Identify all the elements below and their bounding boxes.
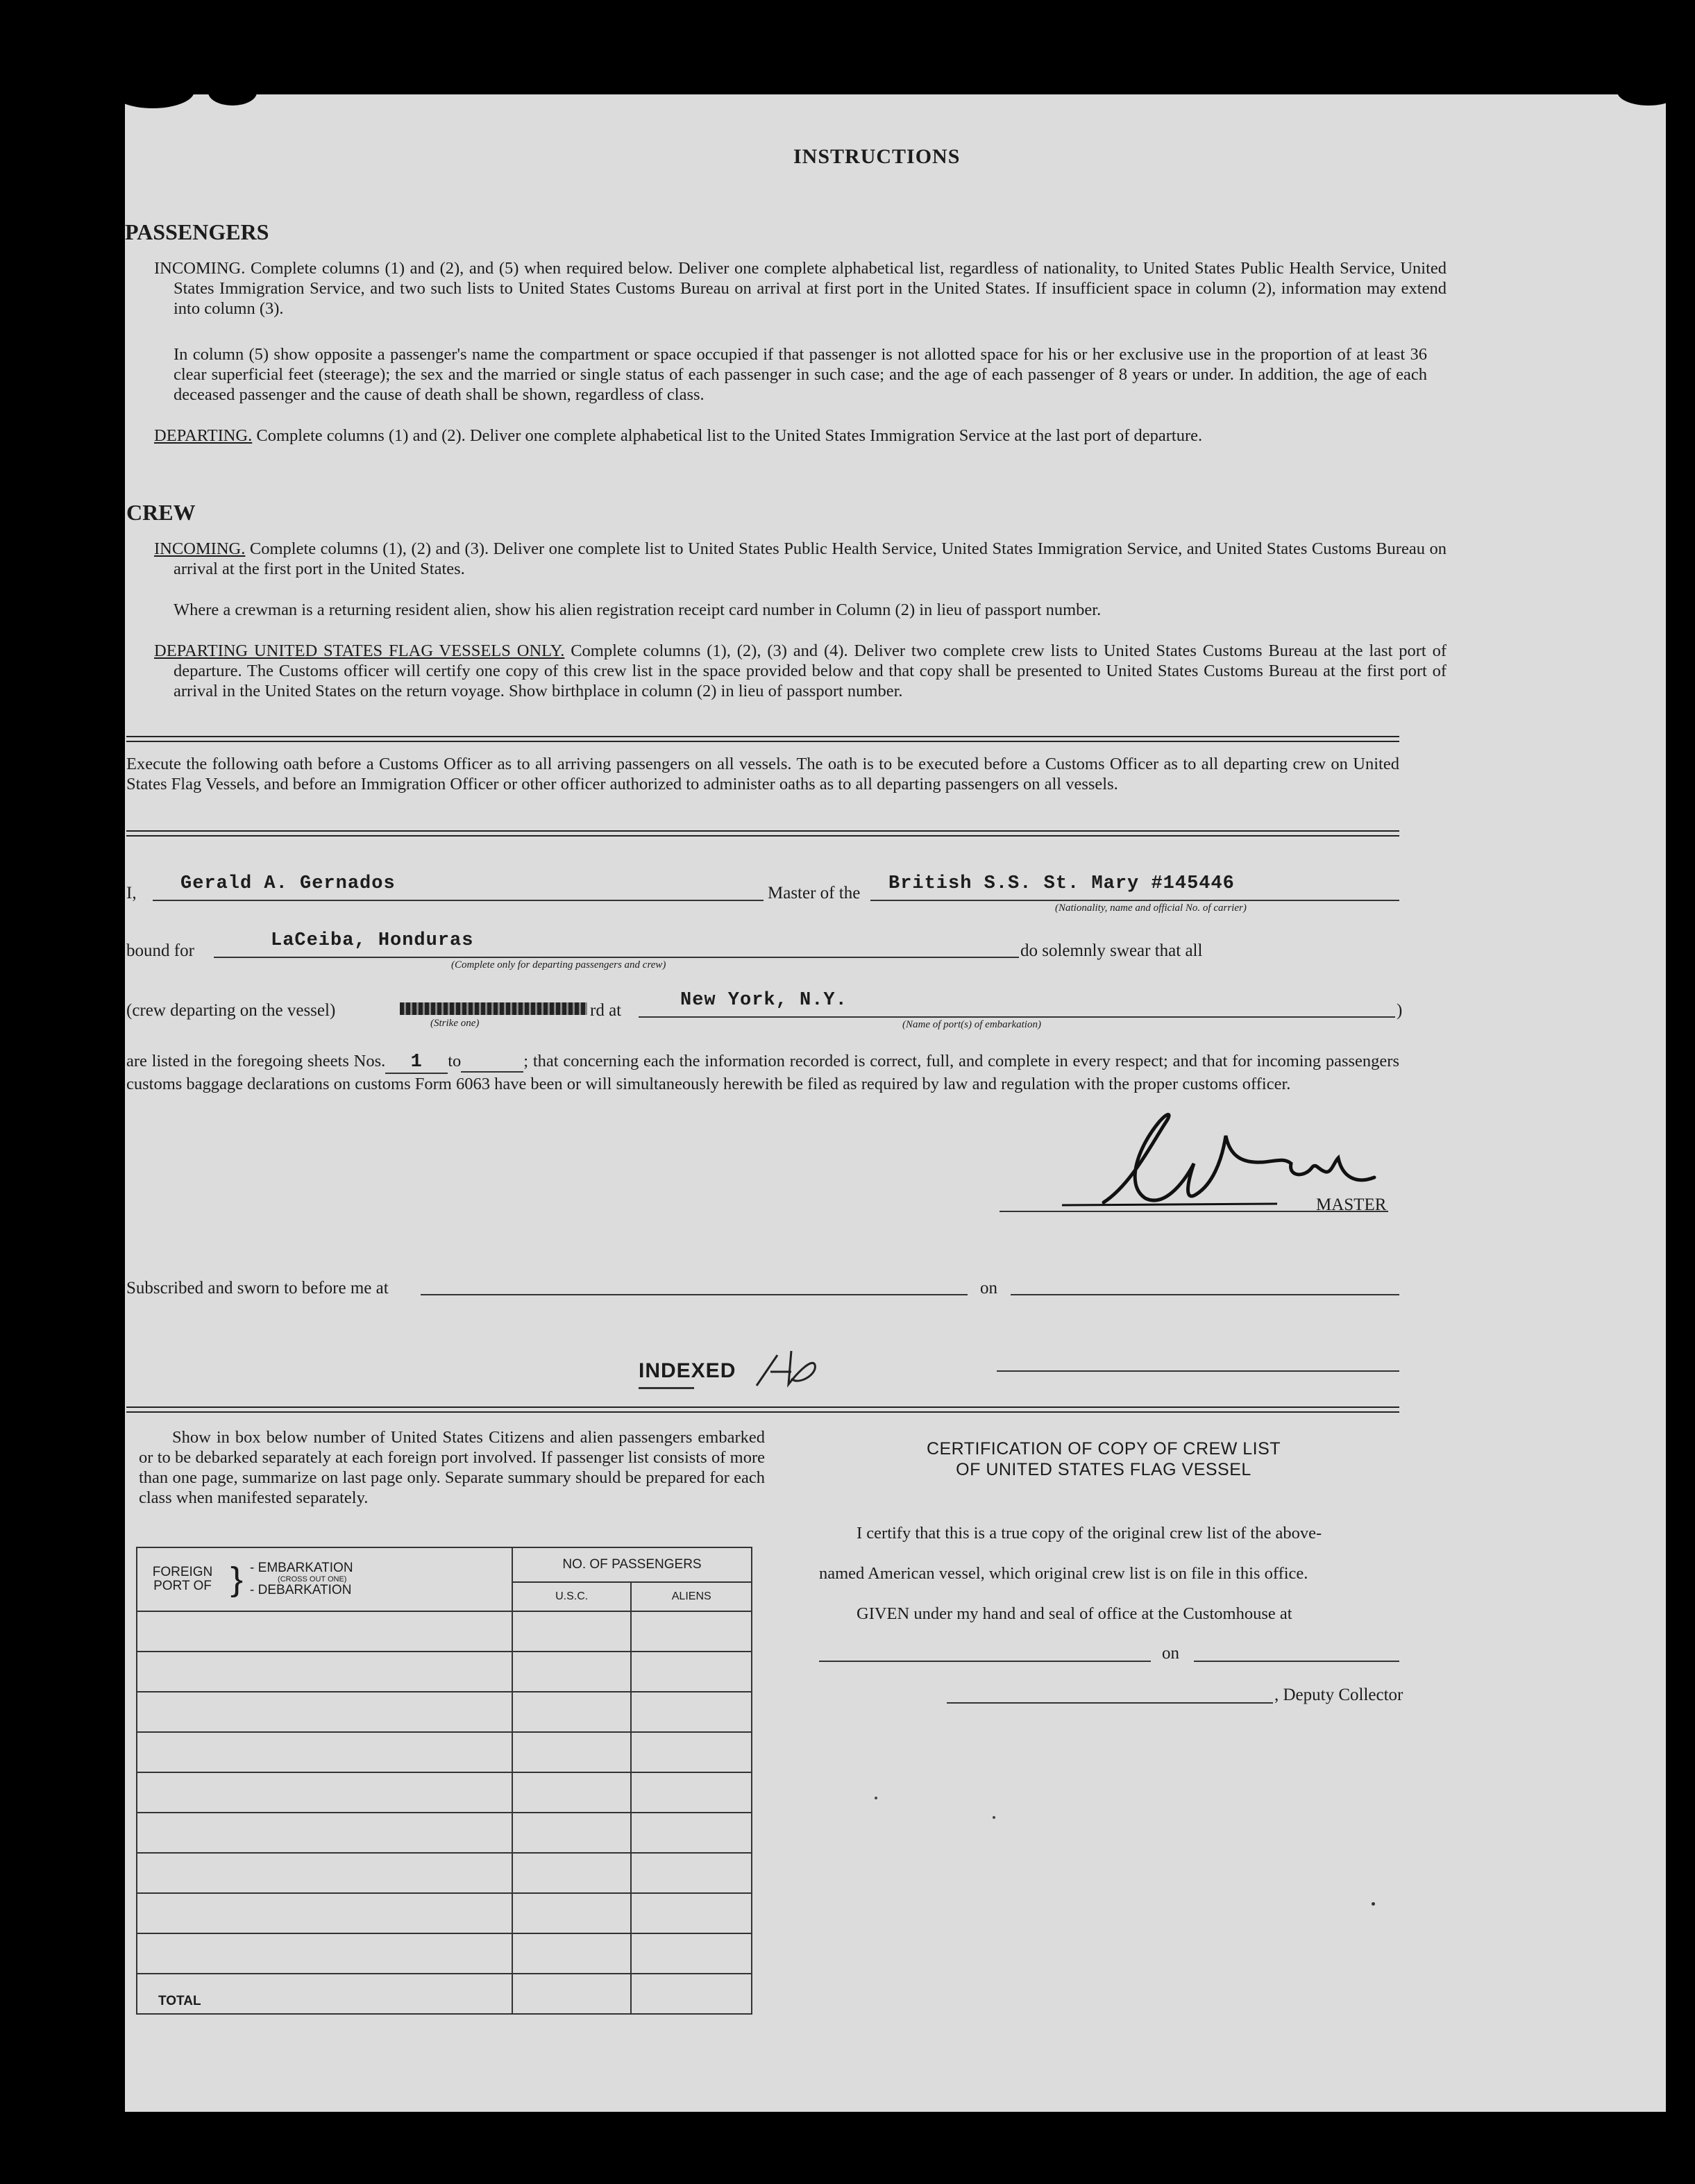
- speck: [993, 1816, 995, 1819]
- indexed-stamp: INDEXED: [639, 1359, 736, 1382]
- usc-cell[interactable]: [512, 1772, 632, 1813]
- document-page: [125, 94, 1666, 2112]
- usc-cell[interactable]: [512, 1933, 632, 1974]
- certify-text-1: I certify that this is a true copy of the original crew list of the above-: [857, 1524, 1322, 1543]
- crew-incoming-label: INCOMING.: [154, 539, 246, 558]
- certification-date-line: [1194, 1661, 1399, 1662]
- foreign-port-label: FOREIGN PORT OF: [152, 1565, 213, 1593]
- no-passengers-header: NO. OF PASSENGERS: [512, 1547, 752, 1582]
- speck: [1372, 1902, 1375, 1906]
- aliens-cell[interactable]: [631, 1732, 752, 1772]
- master-name-line: [153, 900, 764, 901]
- passengers-incoming: [154, 258, 1447, 319]
- strike-caption: (Strike one): [430, 1018, 480, 1029]
- section-divider: [126, 1406, 1399, 1413]
- deputy-collector-line: [947, 1702, 1273, 1704]
- passengers-departing-text: Complete columns (1) and (2). Deliver one complete alphabetical list to the United States Immigration Service at the last port of departure.: [256, 426, 1203, 445]
- cross-out-label: (CROSS OUT ONE): [278, 1575, 347, 1584]
- certification-heading-line1: CERTIFICATION OF COPY OF CREW LIST: [926, 1439, 1281, 1459]
- aliens-cell[interactable]: [631, 1893, 752, 1933]
- i-label: I,: [126, 884, 137, 902]
- total-label: TOTAL: [137, 1974, 512, 2014]
- certification-heading: [819, 1438, 1388, 1480]
- page-title: INSTRUCTIONS: [793, 145, 961, 168]
- crew-departing-text: Complete columns (1), (2), (3) and (4). Deliver two complete crew lists to United States Customs Bureau at the last port of departure. The Customs officer will certify one copy of this crew list in the space provided below and that copy shall be presented to United States Customs Bureau at the first port of arrival in the United States on the return voyage. Show birthplace in column (2) in lieu of passport number.: [174, 641, 1447, 700]
- port-caption: (Name of port(s) of embarkation): [902, 1019, 1041, 1030]
- subscribed-place-line: [421, 1294, 968, 1295]
- subscribed-on-label: on: [980, 1279, 997, 1297]
- port-cell[interactable]: [137, 1933, 512, 1974]
- crew-resident-alien: Where a crewman is a returning resident alien, show his alien registration receipt card number in Column (2) in lieu of passport number.: [174, 600, 1102, 619]
- aliens-total-cell[interactable]: [631, 1974, 752, 2014]
- subscribed-label: Subscribed and sworn to before me at: [126, 1279, 389, 1297]
- torn-edge: [208, 94, 257, 106]
- aliens-cell[interactable]: [631, 1611, 752, 1652]
- master-of-label: Master of the: [768, 884, 861, 902]
- aliens-cell[interactable]: [631, 1813, 752, 1853]
- certification-heading-line2: OF UNITED STATES FLAG VESSEL: [956, 1460, 1251, 1479]
- port-cell[interactable]: [137, 1732, 512, 1772]
- oath-intro: Execute the following oath before a Customs Officer as to all arriving passengers on all vessels. The oath is to be executed before a Customs Officer as to all departing crew on United States Flag Vessels, and before an Immigration Officer or other officer authorized to administer oaths as to all departing passengers on all vessels.: [126, 755, 1399, 793]
- sheets-rest: ; that concerning each the information recorded is correct, full, and complete in every respect; and that for incoming passengers customs baggage declarations on customs Form 6063 have been or will simultaneously herewith be filed as required by law and regulation with the proper customs officer.: [126, 1052, 1399, 1093]
- crew-heading: CREW: [126, 500, 196, 525]
- vessel-line: [870, 900, 1399, 901]
- passengers-heading: PASSENGERS: [125, 219, 269, 244]
- port-cell[interactable]: [137, 1813, 512, 1853]
- port-line: [639, 1016, 1395, 1018]
- vessel-name: British S.S. St. Mary #145446: [888, 873, 1235, 894]
- crew-incoming: [154, 539, 1447, 579]
- usc-cell[interactable]: [512, 1652, 632, 1692]
- master-name: Gerald A. Gernados: [180, 873, 396, 894]
- usc-header: U.S.C.: [512, 1582, 632, 1611]
- usc-cell[interactable]: [512, 1732, 632, 1772]
- passenger-summary-table: [136, 1547, 752, 2015]
- deputy-collector-label: , Deputy Collector: [1274, 1686, 1403, 1704]
- destination: LaCeiba, Honduras: [271, 930, 474, 951]
- sheets-from: 1: [385, 1052, 448, 1074]
- port-cell[interactable]: [137, 1772, 512, 1813]
- given-text: GIVEN under my hand and seal of office at the Customhouse at: [857, 1604, 1292, 1623]
- aliens-header: ALIENS: [631, 1582, 752, 1611]
- usc-cell[interactable]: [512, 1813, 632, 1853]
- aliens-cell[interactable]: [631, 1772, 752, 1813]
- passengers-departing-label: DEPARTING.: [154, 426, 253, 445]
- destination-caption: (Complete only for departing passengers and crew): [451, 959, 666, 971]
- usc-cell[interactable]: [512, 1853, 632, 1893]
- master-label: MASTER: [1316, 1195, 1387, 1214]
- port-cell[interactable]: [137, 1893, 512, 1933]
- sheets-label: are listed in the foregoing sheets Nos.: [126, 1052, 386, 1070]
- torn-edge: [1617, 94, 1666, 106]
- aliens-cell[interactable]: [631, 1933, 752, 1974]
- torn-edge: [125, 94, 194, 108]
- passengers-departing: [154, 426, 1447, 446]
- usc-cell[interactable]: [512, 1692, 632, 1732]
- passengers-incoming-text: Complete columns (1) and (2), and (5) when required below. Deliver one complete alphabetical list, regardless of nationality, to United States Public Health Service, United States Immigration Service, and two such lists to United States Customs Bureau on arrival at first port in the United States. If insufficient space in column (2), information may extend into column (3).: [174, 259, 1447, 318]
- port-name: New York, N.Y.: [680, 990, 848, 1011]
- close-paren: ): [1397, 1001, 1403, 1020]
- destination-line: [214, 957, 1019, 958]
- brace: }: [230, 1561, 244, 1598]
- port-cell[interactable]: [137, 1692, 512, 1732]
- embarkation-label: - EMBARKATION: [250, 1561, 353, 1575]
- signature-line-2: [997, 1370, 1399, 1372]
- port-cell[interactable]: [137, 1853, 512, 1893]
- struck-out-text: [400, 1002, 587, 1015]
- usc-cell[interactable]: [512, 1611, 632, 1652]
- usc-cell[interactable]: [512, 1893, 632, 1933]
- customhouse-line: [819, 1661, 1151, 1662]
- indexed-mark-icon: [750, 1344, 833, 1400]
- debarkation-label: - DEBARKATION: [250, 1583, 352, 1597]
- port-header-cell: [137, 1547, 512, 1611]
- section-divider: [126, 736, 1399, 742]
- passengers-column5: In column (5) show opposite a passenger's name the compartment or space occupied if that passenger is not allotted space for his or her exclusive use in the proportion of at least 36 clear superficial feet (steerage); the sex and the married or single status of each passenger in such case; and the age of each passenger of 8 years or under. In addition, the age of each deceased passenger and the cause of death shall be shown, regardless of class.: [174, 345, 1427, 404]
- passengers-incoming-label: INCOMING.: [154, 259, 246, 278]
- aliens-cell[interactable]: [631, 1692, 752, 1732]
- crew-incoming-text: Complete columns (1), (2) and (3). Deliver one complete list to United States Public Health Service, United States Immigration Service, and United States Customs Bureau on arrival at the first port in the United States.: [174, 539, 1447, 578]
- crew-departing-label: (crew departing on the vessel): [126, 1001, 336, 1020]
- port-cell[interactable]: [137, 1652, 512, 1692]
- certify-text-2: named American vessel, which original crew list is on file in this office.: [819, 1564, 1308, 1583]
- speck: [875, 1797, 877, 1799]
- usc-total-cell[interactable]: [512, 1974, 632, 2014]
- crew-departing: [154, 641, 1447, 701]
- vessel-caption: (Nationality, name and official No. of carrier): [1055, 902, 1247, 914]
- swear-label: do solemnly swear that all: [1020, 941, 1203, 960]
- indexed-underline: [639, 1387, 694, 1389]
- subscribed-date-line: [1011, 1294, 1399, 1295]
- section-divider: [126, 830, 1399, 837]
- port-cell[interactable]: [137, 1611, 512, 1652]
- bound-for-label: bound for: [126, 941, 194, 960]
- crew-departing-label: DEPARTING UNITED STATES FLAG VESSELS ONLY.: [154, 641, 565, 660]
- sheets-to-label: to: [448, 1052, 462, 1070]
- aliens-cell[interactable]: [631, 1853, 752, 1893]
- embarked-at-label: rd at: [590, 1001, 622, 1020]
- certification-on-label: on: [1162, 1644, 1179, 1663]
- summary-instructions: Show in box below number of United States Citizens and alien passengers embarked or to be debarked separately at each foreign port involved. If passenger list consists of more than one page, summarize on last page only. Separate summary should be prepared for each class when manifested separately.: [139, 1428, 765, 1507]
- aliens-cell[interactable]: [631, 1652, 752, 1692]
